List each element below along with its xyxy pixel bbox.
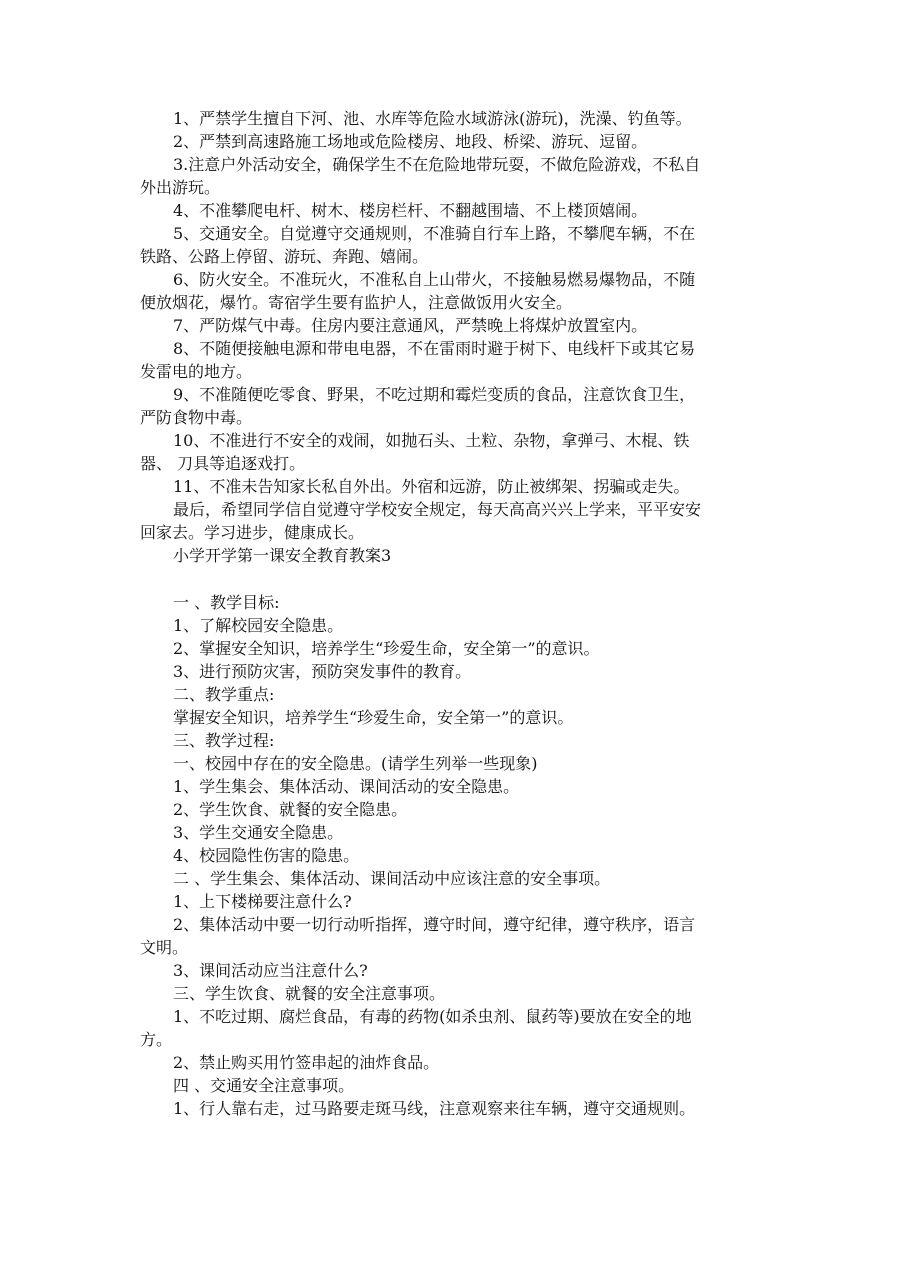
text-line: 2、集体活动中要一切行动听指挥，遵守时间，遵守纪律，遵守秩序，语言 [173, 915, 696, 934]
text-line: 方。 [140, 1030, 173, 1049]
text-line: 3、课间活动应当注意什么? [173, 961, 368, 980]
text-line: 2、禁止购买用竹签串起的油炸食品。 [173, 1053, 440, 1072]
text-line: 1、行人靠右走，过马路要走斑马线，注意观察来往车辆，遵守交通规则。 [173, 1099, 696, 1118]
text-line: 严防食物中毒。 [140, 408, 253, 427]
text-line: 二、教学重点: [173, 685, 275, 704]
text-line: 三、学生饮食、就餐的安全注意事项。 [173, 984, 446, 1003]
text-line: 5、交通安全。自觉遵守交通规则，不准骑自行车上路，不攀爬车辆，不在 [173, 224, 696, 243]
text-line: 1、学生集会、集体活动、课间活动的安全隐患。 [173, 777, 520, 796]
text-line: 4、校园隐性伤害的隐患。 [173, 846, 360, 865]
text-line: 器、 刀具等追逐戏打。 [140, 454, 306, 473]
text-line: 3、进行预防灾害，预防突发事件的教育。 [173, 662, 472, 681]
text-line: 2、学生饮食、就餐的安全隐患。 [173, 800, 408, 819]
text-line: 11、不准未告知家长私自外出。外宿和远游，防止被绑架、拐骗或走失。 [173, 477, 690, 496]
text-line: 3、学生交通安全隐患。 [173, 823, 344, 842]
text-line: 9、不准随便吃零食、野果，不吃过期和霉烂变质的食品，注意饮食卫生， [173, 385, 696, 404]
text-line: 二 、学生集会、集体活动、课间活动中应该注意的安全事项。 [173, 869, 611, 888]
text-line: 铁路、公路上停留、游玩、奔跑、嬉闹。 [140, 247, 429, 266]
text-line: 发雷电的地方。 [140, 362, 253, 381]
text-line: 1、上下楼梯要注意什么? [173, 892, 352, 911]
text-line: 7、严防煤气中毒。住房内要注意通风，严禁晚上将煤炉放置室内。 [173, 316, 648, 335]
text-line: 3.注意户外活动安全，确保学生不在危险地带玩耍，不做危险游戏，不私自 [173, 155, 701, 174]
text-line: 10、不准进行不安全的戏闹，如抛石头、土粒、杂物，拿弹弓、木棍、铁 [173, 431, 690, 450]
text-line: 4、不准攀爬电杆、树木、楼房栏杆、不翻越围墙、不上楼顶嬉闹。 [173, 201, 648, 220]
section-title: 小学开学第一课安全教育教案3 [173, 546, 392, 565]
text-line: 三、教学过程: [173, 731, 275, 750]
text-line: 6、防火安全。不准玩火，不准私自上山带火，不接触易燃易爆物品，不随 [173, 270, 696, 289]
text-line: 8、不随便接触电源和带电电器，不在雷雨时避于树下、电线杆下或其它易 [173, 339, 696, 358]
text-line: 回家去。学习进步，健康成长。 [140, 523, 365, 542]
text-line: 1、严禁学生擅自下河、池、水库等危险水域游泳(游玩)，洗澡、钓鱼等。 [173, 109, 692, 128]
text-line: 一 、教学目标: [173, 593, 280, 612]
text-line: 文明。 [140, 938, 189, 957]
text-line: 四 、交通安全注意事项。 [173, 1076, 355, 1095]
text-line: 掌握安全知识，培养学生“珍爱生命，安全第一”的意识。 [173, 708, 574, 727]
text-line: 最后，希望同学信自觉遵守学校安全规定，每天高高兴兴上学来，平平安安 [173, 500, 702, 519]
text-line: 1、了解校园安全隐患。 [173, 616, 344, 635]
text-line: 外出游玩。 [140, 178, 221, 197]
text-line: 便放烟花，爆竹。寄宿学生要有监护人，注意做饭用火安全。 [140, 293, 573, 312]
text-line: 2、掌握安全知识，培养学生“珍爱生命，安全第一”的意识。 [173, 639, 600, 658]
text-line: 一、校园中存在的安全隐患。(请学生列举一些现象) [173, 754, 538, 773]
text-line: 2、严禁到高速路施工场地或危险楼房、地段、桥梁、游玩、逗留。 [173, 132, 648, 151]
text-line: 1、不吃过期、腐烂食品，有毒的药物(如杀虫剂、鼠药等)要放在安全的地 [173, 1007, 692, 1026]
